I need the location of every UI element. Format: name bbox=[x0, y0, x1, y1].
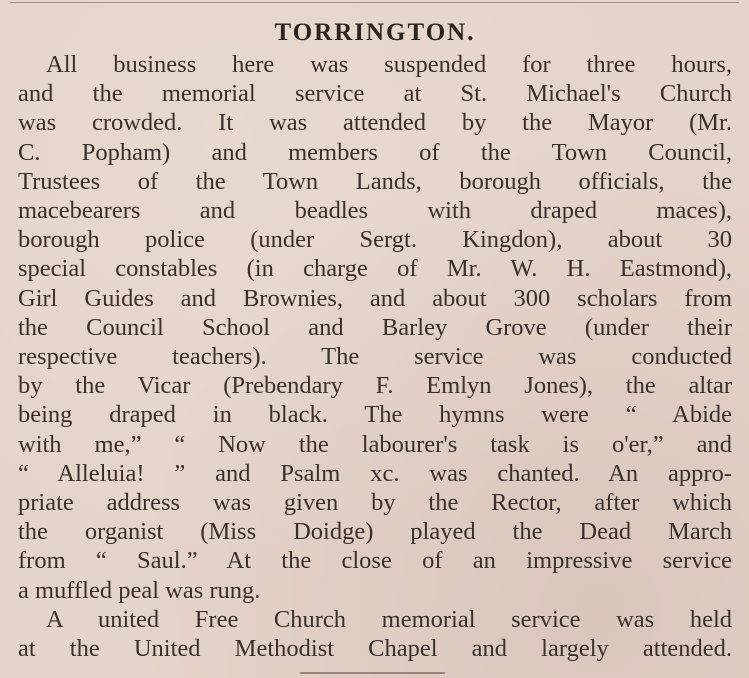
text-line: from “ Saul.” At the close of an impressive service bbox=[18, 547, 732, 575]
text-line: the Council School and Barley Grove (under their bbox=[18, 313, 732, 341]
text-line: being draped in black. The hymns were “ Abide bbox=[18, 401, 732, 429]
article-paragraph-1 bbox=[18, 50, 732, 605]
article-column bbox=[18, 16, 732, 663]
text-line: Trustees of the Town Lands, borough officials, the bbox=[18, 167, 732, 195]
article-headline: TORRINGTON. bbox=[274, 19, 476, 46]
text-line: A united Free Church memorial service was held bbox=[46, 605, 732, 633]
text-line: macebearers and beadles with draped maces), bbox=[18, 197, 732, 225]
text-line: C. Popham) and members of the Town Council, bbox=[18, 138, 732, 166]
text-line: respective teachers). The service was conducted bbox=[18, 343, 732, 371]
text-line: special constables (in charge of Mr. W. H. Eastmond), bbox=[18, 255, 732, 283]
text-line: a muffled peal was rung. bbox=[18, 576, 261, 604]
text-line: priate address was given by the Rector, after which bbox=[18, 489, 732, 517]
text-line: at the United Methodist Chapel and largely attended. bbox=[18, 635, 732, 663]
text-line: All business here was suspended for three hours, bbox=[46, 51, 732, 78]
bottom-column-rule bbox=[300, 672, 445, 674]
text-line: and the memorial service at St. Michael's Church bbox=[18, 80, 732, 108]
text-line: Girl Guides and Brownies, and about 300 scholars from bbox=[18, 284, 732, 312]
article-paragraph-2 bbox=[18, 605, 732, 663]
text-line: “ Alleluia! ” and Psalm xc. was chanted. An appro- bbox=[18, 459, 732, 487]
top-column-rule bbox=[10, 2, 739, 3]
text-line: with me,” “ Now the labourer's task is o'er,” and bbox=[18, 430, 732, 458]
text-line: borough police (under Sergt. Kingdon), about 30 bbox=[18, 226, 732, 254]
text-line: the organist (Miss Doidge) played the Dead March bbox=[18, 518, 732, 546]
text-line: was crowded. It was attended by the Mayor (Mr. bbox=[18, 109, 732, 137]
text-line: by the Vicar (Prebendary F. Emlyn Jones), the altar bbox=[18, 372, 732, 400]
